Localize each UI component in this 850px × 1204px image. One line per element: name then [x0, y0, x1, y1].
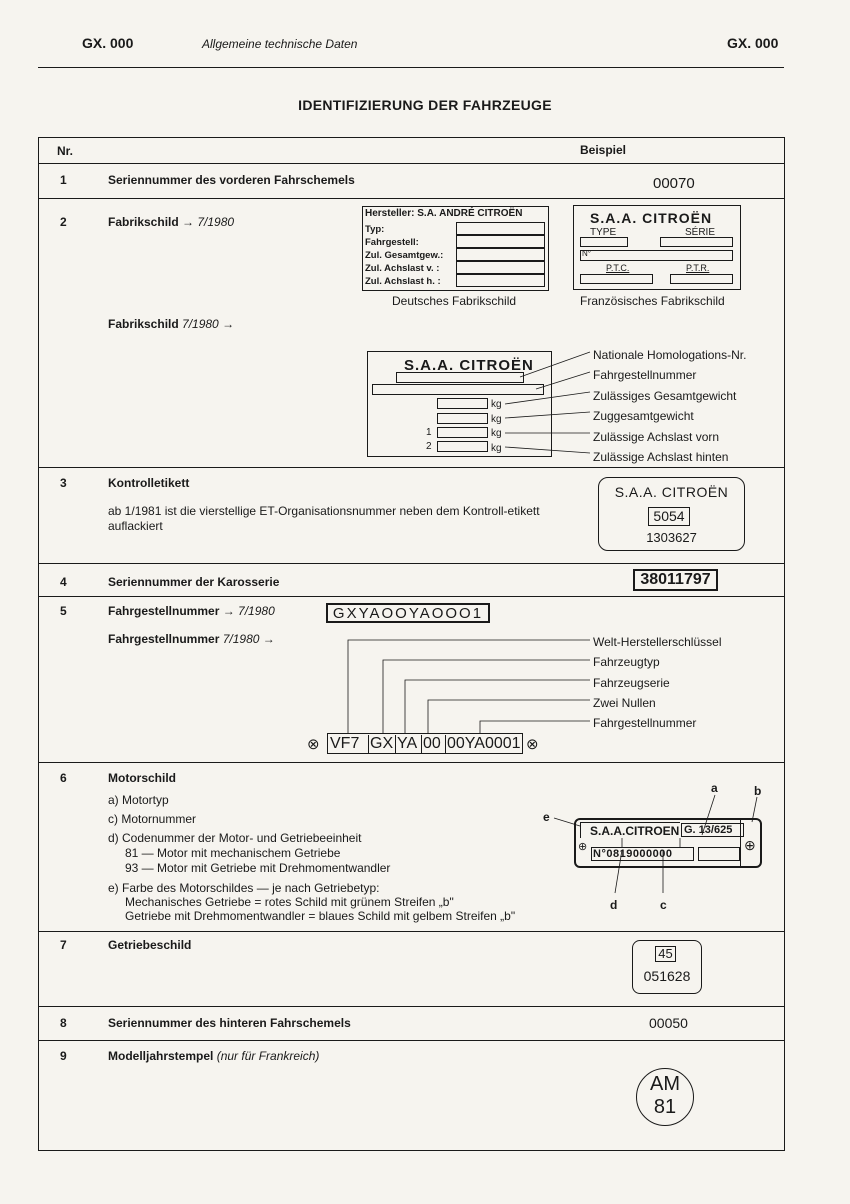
row-6-item-d1: 81 — Motor mit mechanischem Getriebe — [125, 846, 341, 860]
callout-label: Fahrgestellnummer — [593, 368, 697, 383]
callout-label: Fahrgestellnummer — [593, 716, 697, 731]
row-1-example: 00070 — [653, 175, 695, 192]
control-label-brand: S.A.A. CITROËN — [614, 484, 729, 500]
row-9-label — [108, 1049, 319, 1063]
german-plate-field: Zul. Gesamtgew.: — [365, 250, 444, 261]
vin-part-series: YA — [395, 735, 421, 753]
row-4-nr: 4 — [60, 575, 67, 589]
old-vin: GXYAOOYAOOO1 — [332, 605, 484, 622]
row-7-nr: 7 — [60, 938, 67, 952]
callout-label: Zulässige Achslast vorn — [593, 429, 720, 444]
callout-label: Zulässiges Gesamtgewicht — [593, 388, 737, 403]
german-plate-field: Typ: — [365, 224, 385, 235]
header-code-right: GX. 000 — [727, 35, 779, 51]
vin-part-wmi: VF7 — [330, 735, 360, 752]
new-plate-axle-2: 2 — [426, 441, 432, 452]
engine-letter-c: c — [660, 898, 667, 912]
row-6-item-c: c) Motornummer — [108, 812, 197, 826]
row-6-item-d: d) Codenummer der Motor- und Getriebeeinheit — [108, 831, 362, 845]
vin-star-left-icon: ⊗ — [307, 736, 320, 753]
french-plate-serie: SÉRIE — [685, 227, 716, 238]
header-subtitle: Allgemeine technische Daten — [202, 37, 358, 51]
vin-part-serial: 00YA0001 — [447, 735, 521, 752]
kg-label: kg — [491, 442, 502, 454]
row-5-label-b-date: 7/1980 → — [222, 632, 275, 646]
gearbox-code: 45 — [658, 946, 673, 961]
engine-plate-hole-left-icon: ⊕ — [578, 841, 588, 853]
engine-letter-e: e — [543, 810, 550, 824]
row-6-label: Motorschild — [108, 771, 176, 785]
control-label-number: 1303627 — [646, 530, 697, 545]
model-year-stamp-top: AM — [650, 1073, 680, 1095]
row-2-label-a-text: Fabrikschild — [108, 215, 179, 229]
engine-plate-type: G. 13/625 — [684, 824, 733, 836]
page-title: IDENTIFIZIERUNG DER FAHRZEUGE — [298, 97, 552, 113]
engine-letter-d: d — [610, 898, 618, 912]
row-4-label: Seriennummer der Karosserie — [108, 575, 280, 589]
french-plate-caption: Französisches Fabrikschild — [580, 294, 725, 308]
callout-label: Zulässige Achslast hinten — [593, 450, 729, 465]
engine-plate-brand: S.A.A.CITROEN — [590, 824, 680, 838]
row-6-item-e1: Mechanisches Getriebe = rotes Schild mit grünem Streifen „b" — [125, 895, 454, 909]
row-6-item-e2: Getriebe mit Drehmomentwandler = blaues Schild mit gelbem Streifen „b" — [125, 909, 516, 923]
row-3-text: ab 1/1981 ist die vierstellige ET-Organisationsnummer neben dem Kontroll-etikett auflackiert — [108, 504, 540, 533]
row-7-label: Getriebeschild — [108, 938, 192, 952]
row-5-nr: 5 — [60, 604, 67, 618]
french-plate-no: N° — [582, 249, 591, 258]
gearbox-number: 051628 — [643, 968, 691, 984]
row-5-label-b-text: Fahrgestellnummer — [108, 632, 220, 646]
callout-label: Welt-Herstellerschlüssel — [593, 635, 722, 649]
control-label-code: 5054 — [653, 508, 685, 524]
kg-label: kg — [491, 399, 502, 410]
engine-letter-b: b — [754, 784, 762, 798]
row-2-label-a-date: → 7/1980 — [182, 215, 235, 229]
row-9-label-note: (nur für Frankreich) — [216, 1049, 320, 1063]
french-plate-ptr: P.T.R. — [686, 263, 710, 273]
engine-letter-a: a — [711, 781, 718, 795]
row-1-label: Seriennummer des vorderen Fahrschemels — [108, 173, 355, 187]
german-plate-field: Fahrgestell: — [365, 237, 419, 248]
callout-label: Zuggesamtgewicht — [593, 409, 694, 424]
french-plate-type: TYPE — [590, 227, 617, 238]
row-5-label-a-text: Fahrgestellnummer — [108, 604, 220, 618]
row-6-item-d2: 93 — Motor mit Getriebe mit Drehmomentwandler — [125, 861, 391, 875]
row-8-nr: 8 — [60, 1016, 67, 1030]
french-plate-ptc: P.T.C. — [606, 263, 630, 273]
row-9-label-text: Modelljahrstempel — [108, 1049, 214, 1063]
kg-label: kg — [491, 428, 502, 439]
callout-label: Zwei Nullen — [593, 695, 656, 710]
row-6-item-a: a) Motortyp — [108, 793, 169, 807]
kg-label: kg — [491, 413, 502, 425]
header-code-left: GX. 000 — [82, 35, 134, 51]
row-8-label: Seriennummer des hinteren Fahrschemels — [108, 1016, 351, 1030]
column-header-example: Beispiel — [580, 143, 627, 157]
row-1-nr: 1 — [60, 173, 67, 187]
french-plate-brand: S.A.A. CITROËN — [590, 210, 713, 226]
row-3-nr: 3 — [60, 476, 67, 490]
german-plate-field: Zul. Achslast h. : — [365, 276, 441, 287]
german-plate-header: Hersteller: S.A. ANDRÉ CITROËN — [365, 208, 523, 219]
row-2-nr: 2 — [60, 215, 67, 229]
german-plate-caption: Deutsches Fabrikschild — [392, 294, 517, 308]
new-plate-brand: S.A.A. CITROËN — [404, 357, 534, 374]
callout-label: Fahrzeugtyp — [593, 655, 660, 670]
row-2-label-b-text: Fabrikschild — [108, 317, 179, 331]
column-header-nr: Nr. — [57, 144, 74, 158]
row-9-nr: 9 — [60, 1049, 67, 1063]
row-6-item-e: e) Farbe des Motorschildes — je nach Getriebetyp: — [108, 881, 380, 895]
engine-plate-number: N°0819000000 — [593, 848, 673, 860]
row-8-example: 00050 — [649, 1015, 688, 1031]
row-5-label-a-date: → 7/1980 — [222, 604, 275, 618]
vin-part-zeros: 00 — [421, 735, 445, 753]
vin-star-right-icon: ⊗ — [526, 736, 539, 753]
engine-plate-hole-right-icon: ⊕ — [744, 837, 756, 853]
vin-part-type: GX — [370, 735, 394, 752]
row-3-label: Kontrolletikett — [108, 476, 190, 490]
row-6-nr: 6 — [60, 771, 67, 785]
callout-label: Fahrzeugserie — [593, 675, 670, 690]
row-4-example: 38011797 — [640, 571, 711, 588]
model-year-stamp-bottom: 81 — [653, 1096, 677, 1118]
new-plate-axle-1: 1 — [426, 427, 432, 438]
german-plate-field: Zul. Achslast v. : — [365, 263, 440, 274]
row-2-label-b-date: 7/1980 → — [182, 317, 235, 331]
callout-label: Nationale Homologations-Nr. — [593, 348, 747, 362]
